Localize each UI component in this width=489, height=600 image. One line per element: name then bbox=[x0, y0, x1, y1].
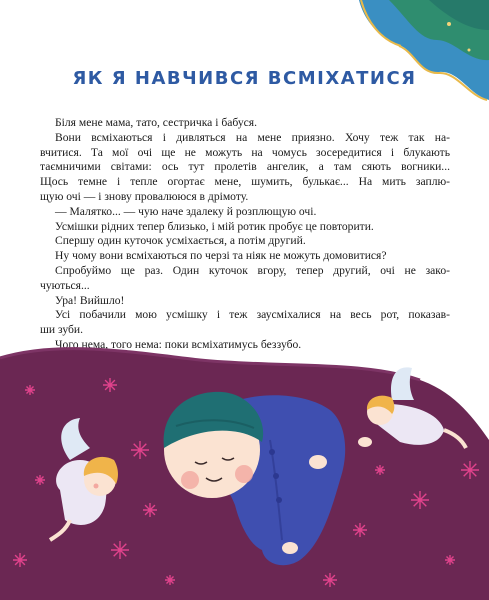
text-line: Щось темне і тепле огортає мене, шумить, булькає... На мить заплю- bbox=[40, 175, 450, 189]
story-text bbox=[40, 116, 450, 353]
text-line: Усі побачили мою усмішку і теж заусміхалися на весь рот, показав- bbox=[55, 308, 450, 322]
sleeping-baby-illustration bbox=[0, 330, 489, 600]
text-line: вчитися. Та мої очі ще не можуть на чомусь зосередитися і блукають bbox=[40, 145, 450, 159]
star-sparkle-icon bbox=[165, 575, 175, 585]
star-sparkle-icon bbox=[411, 491, 429, 509]
text-line: Усмішки рідних тепер близько, і мій ротик пробує це повторити. bbox=[55, 219, 374, 233]
text-line: чуються... bbox=[40, 278, 90, 292]
text-line: Спершу один куточок усміхається, а потім другий. bbox=[55, 234, 306, 248]
star-sparkle-icon bbox=[445, 555, 455, 565]
page-title: ЯК Я НАВЧИВСЯ ВСМІХАТИСЯ bbox=[72, 68, 417, 89]
text-line: щую очі — і знову провалююся в дрімоту. bbox=[40, 189, 249, 203]
corner-decoration-art bbox=[319, 0, 489, 110]
star-sparkle-icon bbox=[111, 541, 129, 559]
text-line: Вони всміхаються і дивляться на мене приязно. Хочу теж так на- bbox=[55, 130, 450, 144]
star-sparkle-icon bbox=[103, 378, 117, 392]
text-line: — Малятко... — чую наче здалеку й розплющую очі. bbox=[55, 204, 317, 218]
star-sparkle-icon bbox=[461, 461, 479, 479]
star-sparkle-icon bbox=[375, 465, 385, 475]
text-line: Чого нема, того нема: поки всміхатимусь беззубо. bbox=[55, 337, 302, 351]
text-line: таємничими світами: ось тут пролетів ангелик, а там сяють вогники... bbox=[40, 160, 450, 174]
star-sparkle-icon bbox=[35, 475, 45, 485]
text-line: Ура! Вийшло! bbox=[55, 293, 125, 307]
text-line: Ну чому вони всміхаються по черзі та ніяк не можуть домовитися? bbox=[55, 249, 387, 263]
star-sparkle-icon bbox=[131, 441, 149, 459]
text-line: Спробуймо ще раз. Один куточок вгору, тепер другий, очі не зако- bbox=[55, 263, 450, 277]
star-sparkle-icon bbox=[25, 385, 35, 395]
text-line: Біля мене мама, тато, сестричка і бабуся. bbox=[55, 116, 257, 129]
text-line: ши зуби. bbox=[40, 323, 84, 337]
